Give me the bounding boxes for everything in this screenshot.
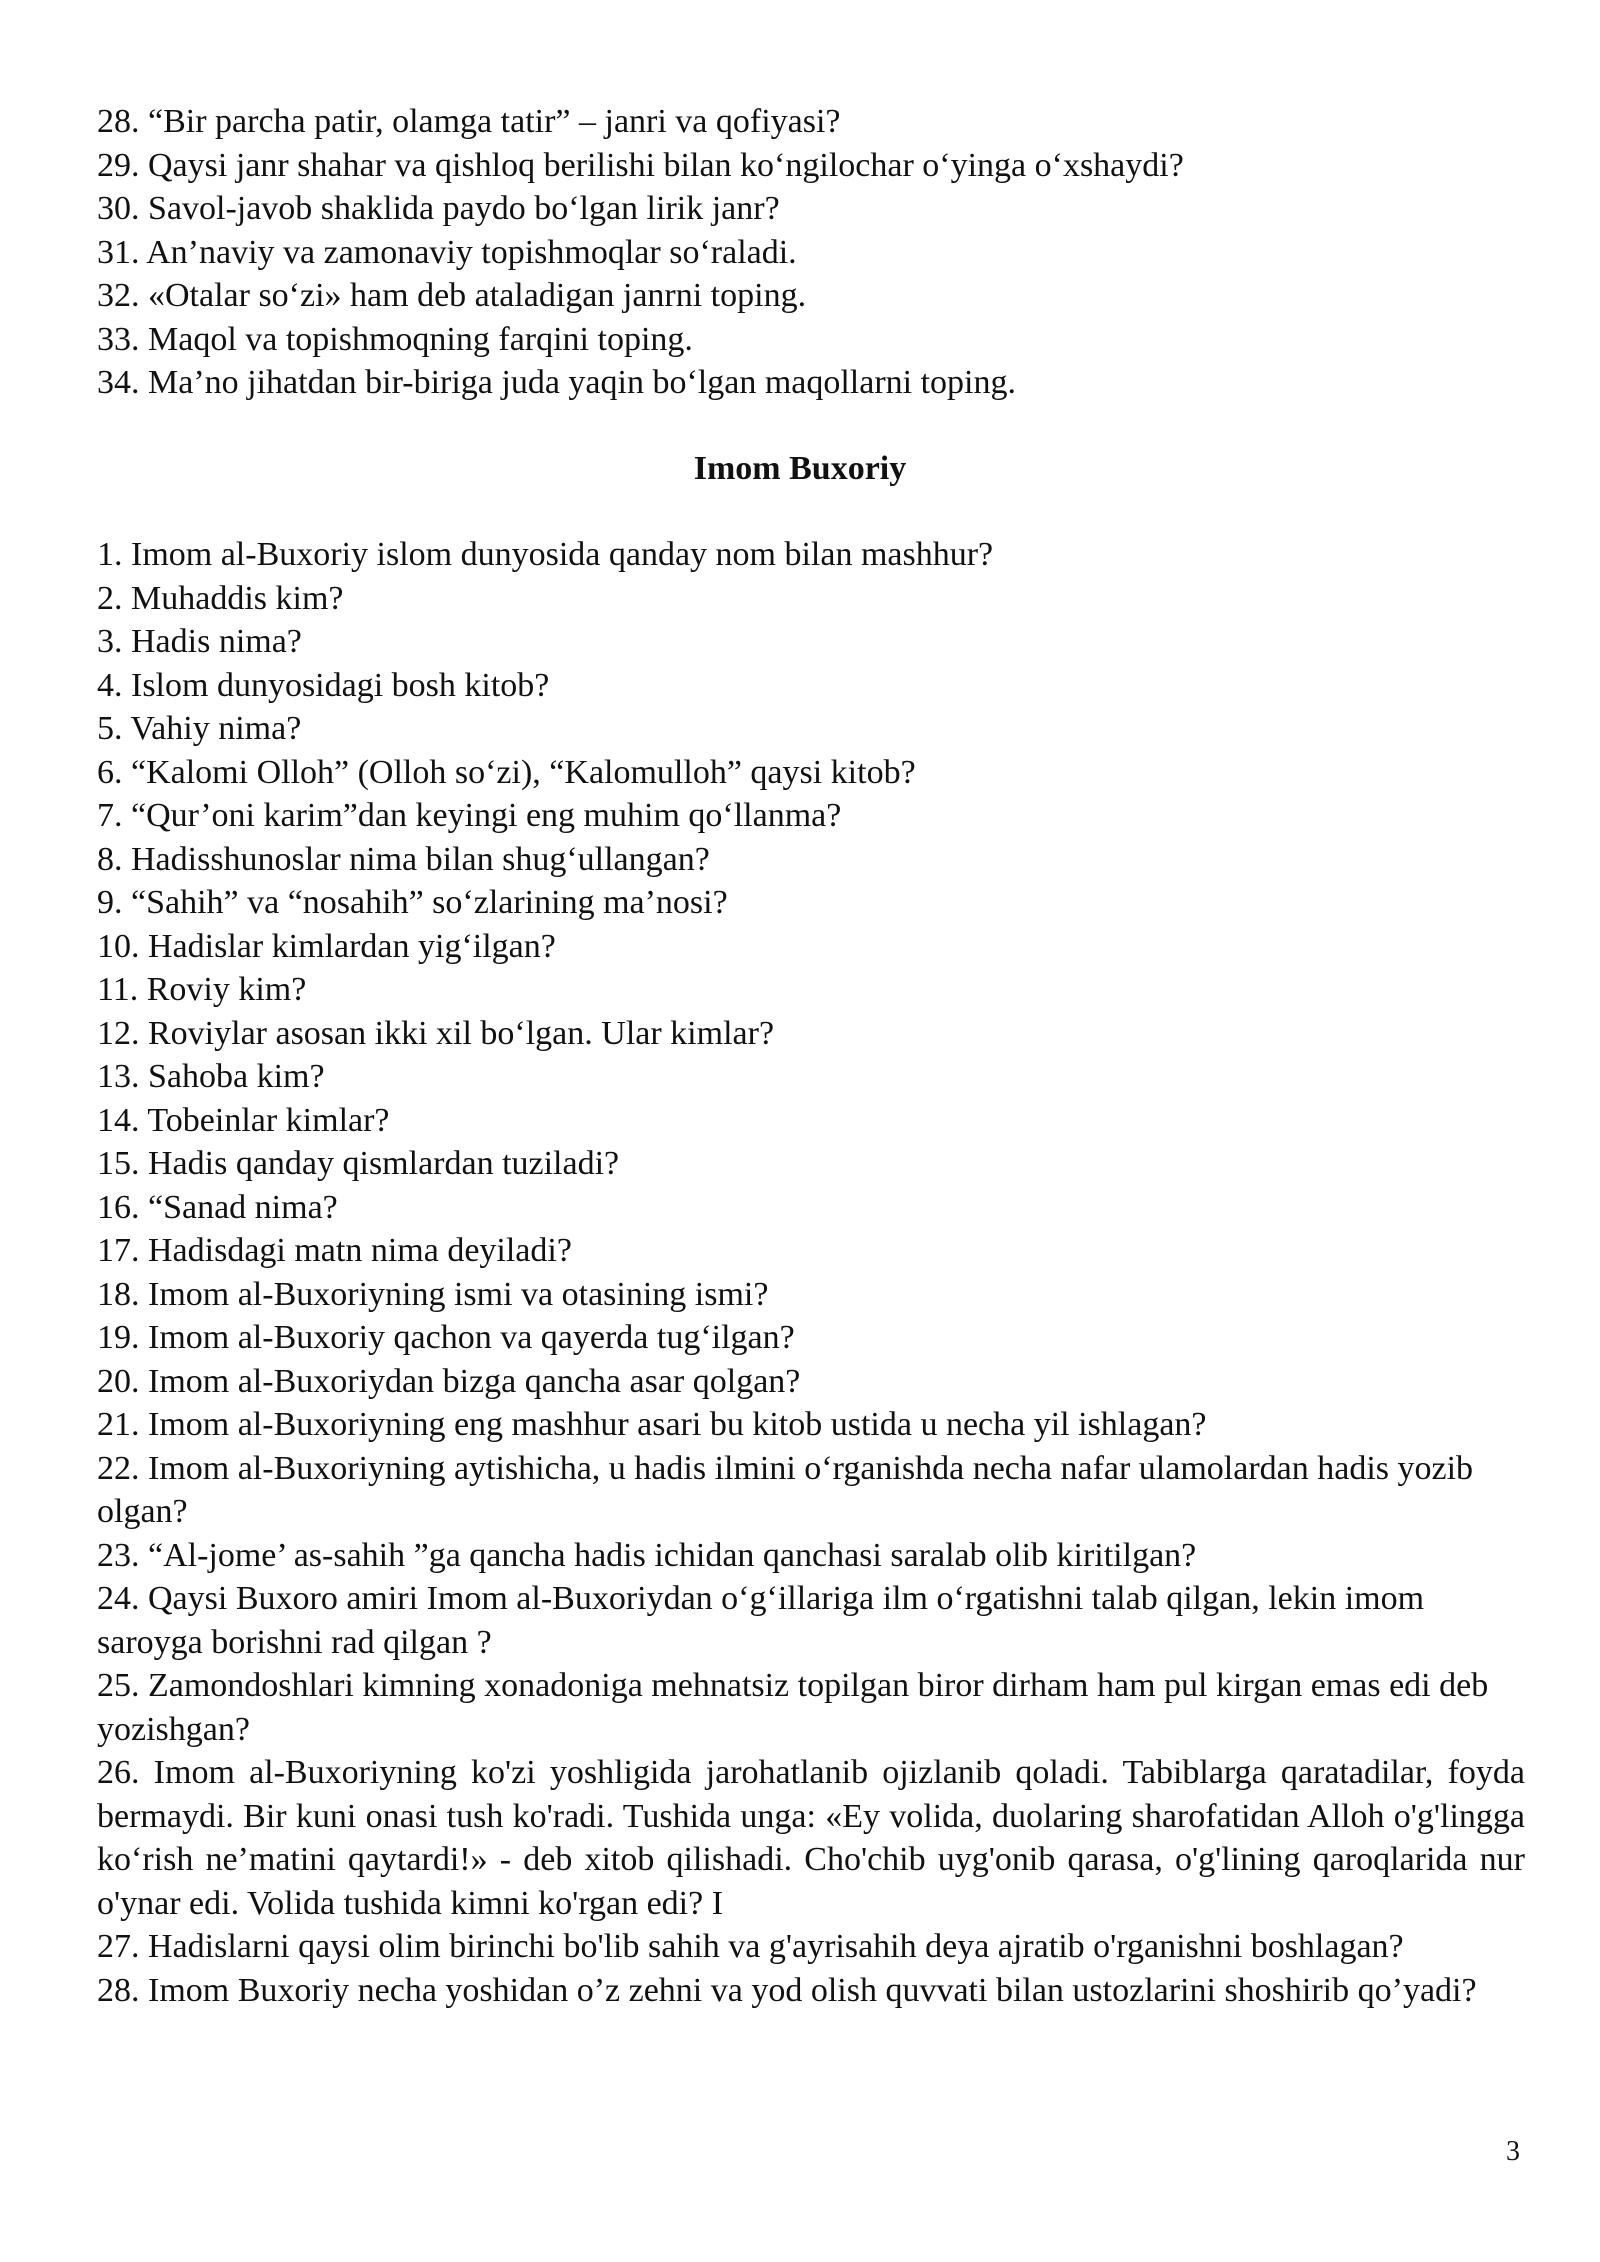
question-item: 18. Imom al-Buxoriyning ismi va otasining ismi? bbox=[97, 1275, 769, 1313]
question-item: 21. Imom al-Buxoriyning eng mashhur asari bu kitob ustida u necha yil ishlagan? bbox=[97, 1406, 1207, 1443]
question-item: 15. Hadis qanday qismlardan tuziladi? bbox=[97, 1145, 620, 1182]
question-item: 6. “Kalomi Olloh” (Olloh soʻzi), “Kalomulloh” qaysi kitob? bbox=[97, 753, 916, 791]
question-item: 34. Ma’no jihatdan bir-biriga juda yaqin boʻlgan maqollarni toping. bbox=[97, 364, 1016, 401]
imom-buxoriy-question-list bbox=[97, 533, 1525, 2012]
question-item: 20. Imom al-Buxoriydan bizga qancha asar qolgan? bbox=[97, 1362, 801, 1400]
question-item: 5. Vahiy nima? bbox=[97, 710, 302, 747]
question-item: 19. Imom al-Buxoriy qachon va qayerda tugʻilgan? bbox=[97, 1319, 795, 1356]
question-item: 2. Muhaddis kim? bbox=[97, 579, 344, 617]
question-item: 12. Roviylar asosan ikki xil boʻlgan. Ular kimlar? bbox=[97, 1014, 775, 1052]
question-item: 28. Imom Buxoriy necha yoshidan o’z zehni va yod olish quvvati bilan ustozlarini shoshirib qo’yadi? bbox=[97, 1971, 1477, 2009]
question-item: 32. «Otalar soʻzi» ham deb ataladigan janrni toping. bbox=[97, 277, 807, 314]
question-item: 11. Roviy kim? bbox=[97, 971, 307, 1008]
question-item: 31. An’naviy va zamonaviy topishmoqlar soʻraladi. bbox=[97, 233, 797, 271]
question-item: 3. Hadis nima? bbox=[97, 623, 302, 660]
question-item: 30. Savol-javob shaklida paydo boʻlgan lirik janr? bbox=[97, 190, 780, 227]
question-item: 29. Qaysi janr shahar va qishloq berilishi bilan koʻngilochar oʻyinga oʻxshaydi? bbox=[97, 146, 1184, 184]
question-item: 14. Tobeinlar kimlar? bbox=[97, 1101, 390, 1139]
section-title: Imom Buxoriy bbox=[693, 450, 907, 487]
question-item: 27. Hadislarni qaysi olim birinchi bo'lib sahih va g'ayrisahih deya ajratib o'rganishni boshlagan? bbox=[97, 1928, 1404, 1965]
question-item: 1. Imom al-Buxoriy islom dunyosida qanday nom bilan mashhur? bbox=[97, 536, 994, 573]
question-item: 13. Sahoba kim? bbox=[97, 1058, 325, 1095]
question-item: 10. Hadislar kimlardan yigʻilgan? bbox=[97, 927, 556, 965]
question-item: 22. Imom al-Buxoriyning aytishicha, u hadis ilmini oʻrganishda necha nafar ulamolardan hadis yozib olgan? bbox=[97, 1449, 1474, 1530]
question-item: 24. Qaysi Buxoro amiri Imom al-Buxoriydan oʻgʻillariga ilm oʻrgatishni talab qilgan, lekin imom saroyga borishni rad qilgan ? bbox=[97, 1580, 1425, 1661]
question-item: 7. “Qur’oni karim”dan keyingi eng muhim qoʻllanma? bbox=[97, 797, 842, 834]
question-item: 9. “Sahih” va “nosahih” soʻzlarining ma’nosi? bbox=[97, 884, 728, 921]
question-item: 8. Hadisshunoslar nima bilan shugʻullangan? bbox=[97, 840, 710, 878]
question-item: 25. Zamondoshlari kimning xonadoniga mehnatsiz topilgan biror dirham ham pul kirgan emas edi deb yozishgan? bbox=[97, 1667, 1489, 1748]
question-item: 16. “Sanad nima? bbox=[97, 1188, 338, 1226]
folklore-question-list bbox=[97, 100, 1525, 405]
question-item: 17. Hadisdagi matn nima deyiladi? bbox=[97, 1232, 572, 1269]
question-item: 26. Imom al-Buxoriyning ko'zi yoshligida jarohatlanib ojizlanib qoladi. Tabiblarga qaratadilar, foyda bermaydi. Bir kuni onasi tush ko'radi. Tushida unga: «Ey volida, duolaring sharofatidan Alloh o'g'lingga koʻrish ne’matini qaytardi!» - deb xitob qilishadi. Cho'chib uyg'onib qarasa, o'g'lining qaroqlarida nur o'ynar edi. Volida tushida kimni ko'rgan edi? I bbox=[97, 1754, 1525, 1922]
question-item: 28. “Bir parcha patir, olamga tatir” – janri va qofiyasi? bbox=[97, 103, 841, 140]
question-item: 33. Maqol va topishmoqning farqini toping. bbox=[97, 320, 693, 358]
page-number: 3 bbox=[1506, 2136, 1520, 2167]
question-item: 23. “Al-jome’ as-sahih ”ga qancha hadis ichidan qanchasi saralab olib kiritilgan? bbox=[97, 1536, 1197, 1574]
question-item: 4. Islom dunyosidagi bosh kitob? bbox=[97, 666, 550, 704]
